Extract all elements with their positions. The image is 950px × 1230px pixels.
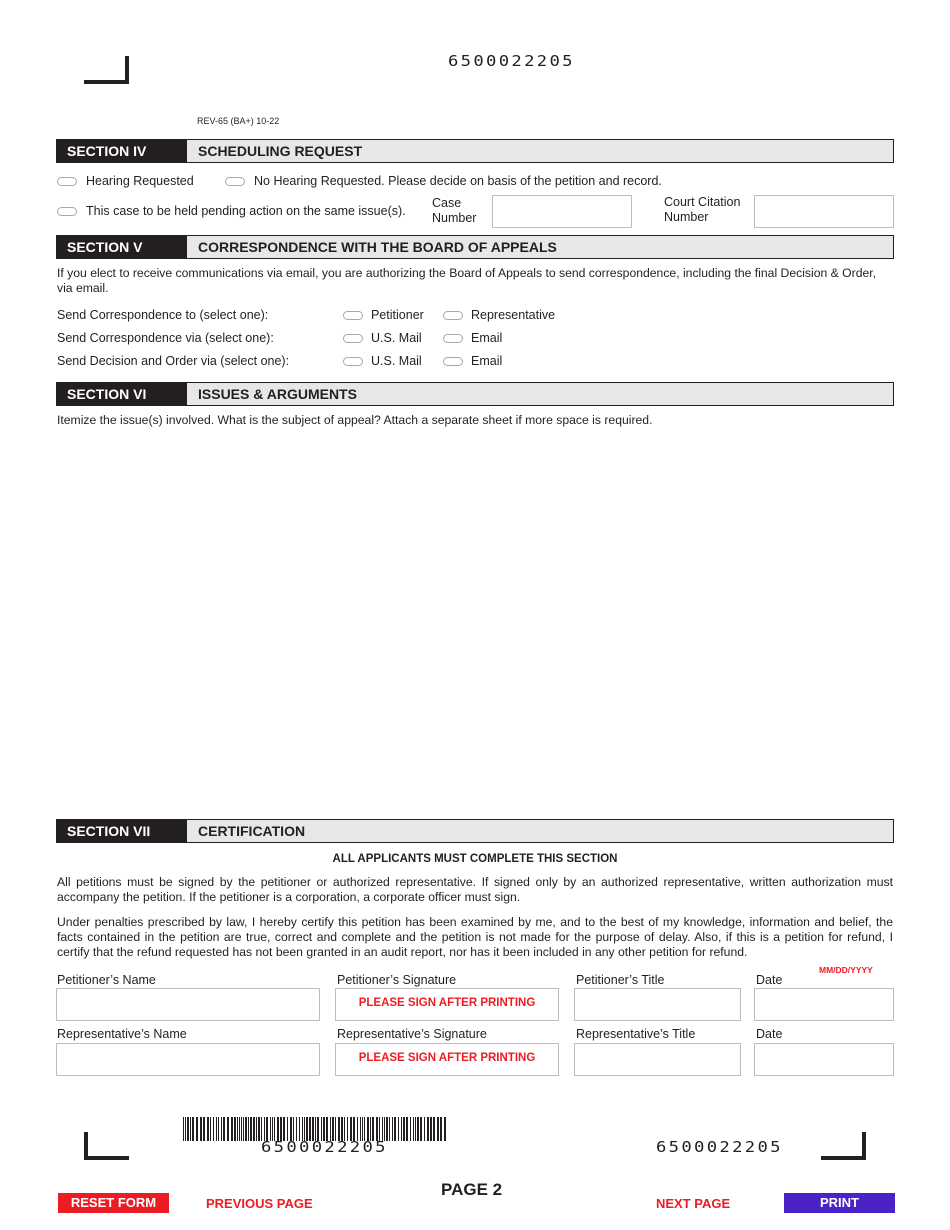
barcode-bar (417, 1117, 419, 1141)
barcode-bar (424, 1117, 425, 1141)
petitioner-title-label: Petitioner’s Title (576, 973, 665, 987)
section-5-number: SECTION V (57, 236, 187, 258)
correspondence-via-mail-radio[interactable] (343, 334, 363, 343)
footer-scan-code: 6500022205 (656, 1138, 783, 1156)
barcode-bar (243, 1117, 244, 1141)
representative-date-label: Date (756, 1027, 783, 1041)
barcode-bar (389, 1117, 390, 1141)
section-7-number: SECTION VII (57, 820, 187, 842)
section-6-header (56, 382, 894, 406)
print-button[interactable]: PRINT (784, 1193, 895, 1213)
registration-mark-top-left (84, 80, 129, 84)
section-7-header (56, 819, 894, 843)
barcode-bar (185, 1117, 186, 1141)
barcode-bar (256, 1117, 257, 1141)
section-7-title: CERTIFICATION (198, 823, 306, 839)
correspondence-to-petitioner-label: Petitioner (371, 308, 424, 322)
representative-name-label: Representative’s Name (57, 1027, 187, 1041)
barcode-bar (406, 1117, 408, 1141)
section-6-number: SECTION VI (57, 383, 187, 405)
barcode-bar (248, 1117, 249, 1141)
header-scan-code: 6500022205 (448, 52, 575, 70)
registration-mark-bottom-right (821, 1156, 866, 1160)
petitioner-date-input[interactable] (754, 988, 894, 1021)
correspondence-to-representative-label: Representative (471, 308, 556, 322)
barcode-bar (223, 1117, 225, 1141)
next-page-link[interactable]: NEXT PAGE (656, 1196, 731, 1211)
section-5-header (56, 235, 894, 259)
issues-textarea[interactable] (56, 432, 894, 810)
barcode-bar (427, 1117, 429, 1141)
representative-signature-field (335, 1043, 559, 1076)
decision-via-email-radio[interactable] (443, 357, 463, 366)
no-hearing-radio[interactable] (225, 177, 245, 186)
barcode-bar (213, 1117, 214, 1141)
barcode-bar (207, 1117, 209, 1141)
barcode-bar (433, 1117, 435, 1141)
section-5-intro-line1: If you elect to receive communications via email, you are authorizing the Board of Appeals to send correspondence, including the final Decision & Order, (57, 266, 877, 280)
petitioner-name-input[interactable] (56, 988, 320, 1021)
barcode-bar (227, 1117, 229, 1141)
petitioner-sign-hint: PLEASE SIGN AFTER PRINTING (358, 997, 536, 1009)
barcode-bar (192, 1117, 194, 1141)
barcode-bar (401, 1117, 402, 1141)
barcode-text: 6500022205 (261, 1138, 388, 1156)
hearing-requested-radio[interactable] (57, 177, 77, 186)
petitioner-name-label: Petitioner’s Name (57, 973, 156, 987)
registration-mark-top-left-vertical (125, 56, 129, 84)
barcode-bar (196, 1117, 198, 1141)
barcode-bar (394, 1117, 396, 1141)
barcode-bar (241, 1117, 242, 1141)
decision-via-mail-label: U.S. Mail (371, 354, 422, 368)
section-4-header (56, 139, 894, 163)
barcode-bar (253, 1117, 255, 1141)
certification-heading: ALL APPLICANTS MUST COMPLETE THIS SECTION (332, 853, 618, 865)
barcode-bar (258, 1117, 260, 1141)
barcode-bar (392, 1117, 393, 1141)
decision-via-mail-radio[interactable] (343, 357, 363, 366)
barcode-bar (415, 1117, 416, 1141)
barcode-bar (403, 1117, 405, 1141)
barcode-bar (237, 1117, 238, 1141)
barcode-bar (245, 1117, 247, 1141)
barcode-bar (183, 1117, 184, 1141)
barcode-bar (437, 1117, 439, 1141)
barcode-bar (221, 1117, 222, 1141)
section-6-instructions: Itemize the issue(s) involved. What is the subject of appeal? Attach a separate sheet if more space is required. (57, 413, 653, 427)
representative-date-input[interactable] (754, 1043, 894, 1076)
petitioner-title-input[interactable] (574, 988, 741, 1021)
case-number-input[interactable] (492, 195, 632, 228)
correspondence-via-label: Send Correspondence via (select one): (57, 331, 274, 345)
petitioner-signature-field (335, 988, 559, 1021)
barcode-bar (420, 1117, 422, 1141)
representative-signature-label: Representative’s Signature (337, 1027, 487, 1041)
pending-label: This case to be held pending action on the same issue(s). (86, 204, 406, 218)
section-5-title: CORRESPONDENCE WITH THE BOARD OF APPEALS (198, 239, 557, 255)
barcode-bar (413, 1117, 414, 1141)
court-citation-label-line2: Number (664, 210, 709, 224)
correspondence-via-email-label: Email (471, 331, 503, 345)
form-revision: REV-65 (BA+) 10-22 (197, 116, 280, 126)
representative-title-input[interactable] (574, 1043, 741, 1076)
certification-paragraph-2: Under penalties prescribed by law, I hereby certify this petition has been examined by me, and to the best of my knowledge, information and belief, the facts contained in the petition are true, correct and complete and the petition is not made for the purpose of delay. Also, if this is a petition for refund, I certify that the refund requested has not been granted in an audit report, nor has it been included in any other petition for refund. (57, 915, 893, 959)
correspondence-to-representative-radio[interactable] (443, 311, 463, 320)
representative-name-input[interactable] (56, 1043, 320, 1076)
representative-sign-hint: PLEASE SIGN AFTER PRINTING (358, 1052, 536, 1064)
case-number-label-line1: Case (432, 196, 462, 210)
section-6-title: ISSUES & ARGUMENTS (198, 386, 357, 402)
correspondence-to-petitioner-radio[interactable] (343, 311, 363, 320)
pending-radio[interactable] (57, 207, 77, 216)
barcode-bar (250, 1117, 252, 1141)
barcode-bar (234, 1117, 236, 1141)
barcode-bar (187, 1117, 189, 1141)
petitioner-signature-label: Petitioner’s Signature (337, 973, 457, 987)
barcode-bar (231, 1117, 233, 1141)
date-format-hint: MM/DD/YYYY (819, 965, 873, 975)
barcode-bar (216, 1117, 217, 1141)
section-4-number: SECTION IV (57, 140, 187, 162)
correspondence-via-email-radio[interactable] (443, 334, 463, 343)
section-4-title: SCHEDULING REQUEST (198, 143, 363, 159)
court-citation-label-line1: Court Citation (664, 195, 741, 209)
barcode-bar (239, 1117, 240, 1141)
barcode-bar (190, 1117, 191, 1141)
court-citation-input[interactable] (754, 195, 894, 228)
reset-form-button[interactable]: RESET FORM (58, 1193, 169, 1213)
barcode-bar (398, 1117, 399, 1141)
decision-via-label: Send Decision and Order via (select one): (57, 354, 290, 368)
decision-via-email-label: Email (471, 354, 503, 368)
barcode-bar (218, 1117, 219, 1141)
page-number: PAGE 2 (441, 1180, 503, 1199)
barcode-bar (430, 1117, 432, 1141)
previous-page-link[interactable]: PREVIOUS PAGE (206, 1196, 313, 1211)
barcode-bar (440, 1117, 442, 1141)
barcode-bar (203, 1117, 205, 1141)
petitioner-date-label: Date (756, 973, 783, 987)
section-5-intro-line2: via email. (57, 281, 109, 295)
certification-paragraph-1: All petitions must be signed by the petitioner or authorized representative. If signed only by an authorized representative, written authorization must accompany the petition. If the petitioner is a corporation, a corporate officer must sign. (57, 875, 893, 904)
hearing-requested-label: Hearing Requested (86, 174, 194, 188)
correspondence-to-label: Send Correspondence to (select one): (57, 308, 269, 322)
case-number-label-line2: Number (432, 211, 477, 225)
no-hearing-label: No Hearing Requested. Please decide on basis of the petition and record. (254, 174, 662, 188)
representative-title-label: Representative’s Title (576, 1027, 696, 1041)
registration-mark-bottom-left (84, 1156, 129, 1160)
barcode-bar (210, 1117, 211, 1141)
barcode-bar (200, 1117, 202, 1141)
correspondence-via-mail-label: U.S. Mail (371, 331, 422, 345)
barcode-bar (410, 1117, 411, 1141)
barcode-bar (444, 1117, 446, 1141)
